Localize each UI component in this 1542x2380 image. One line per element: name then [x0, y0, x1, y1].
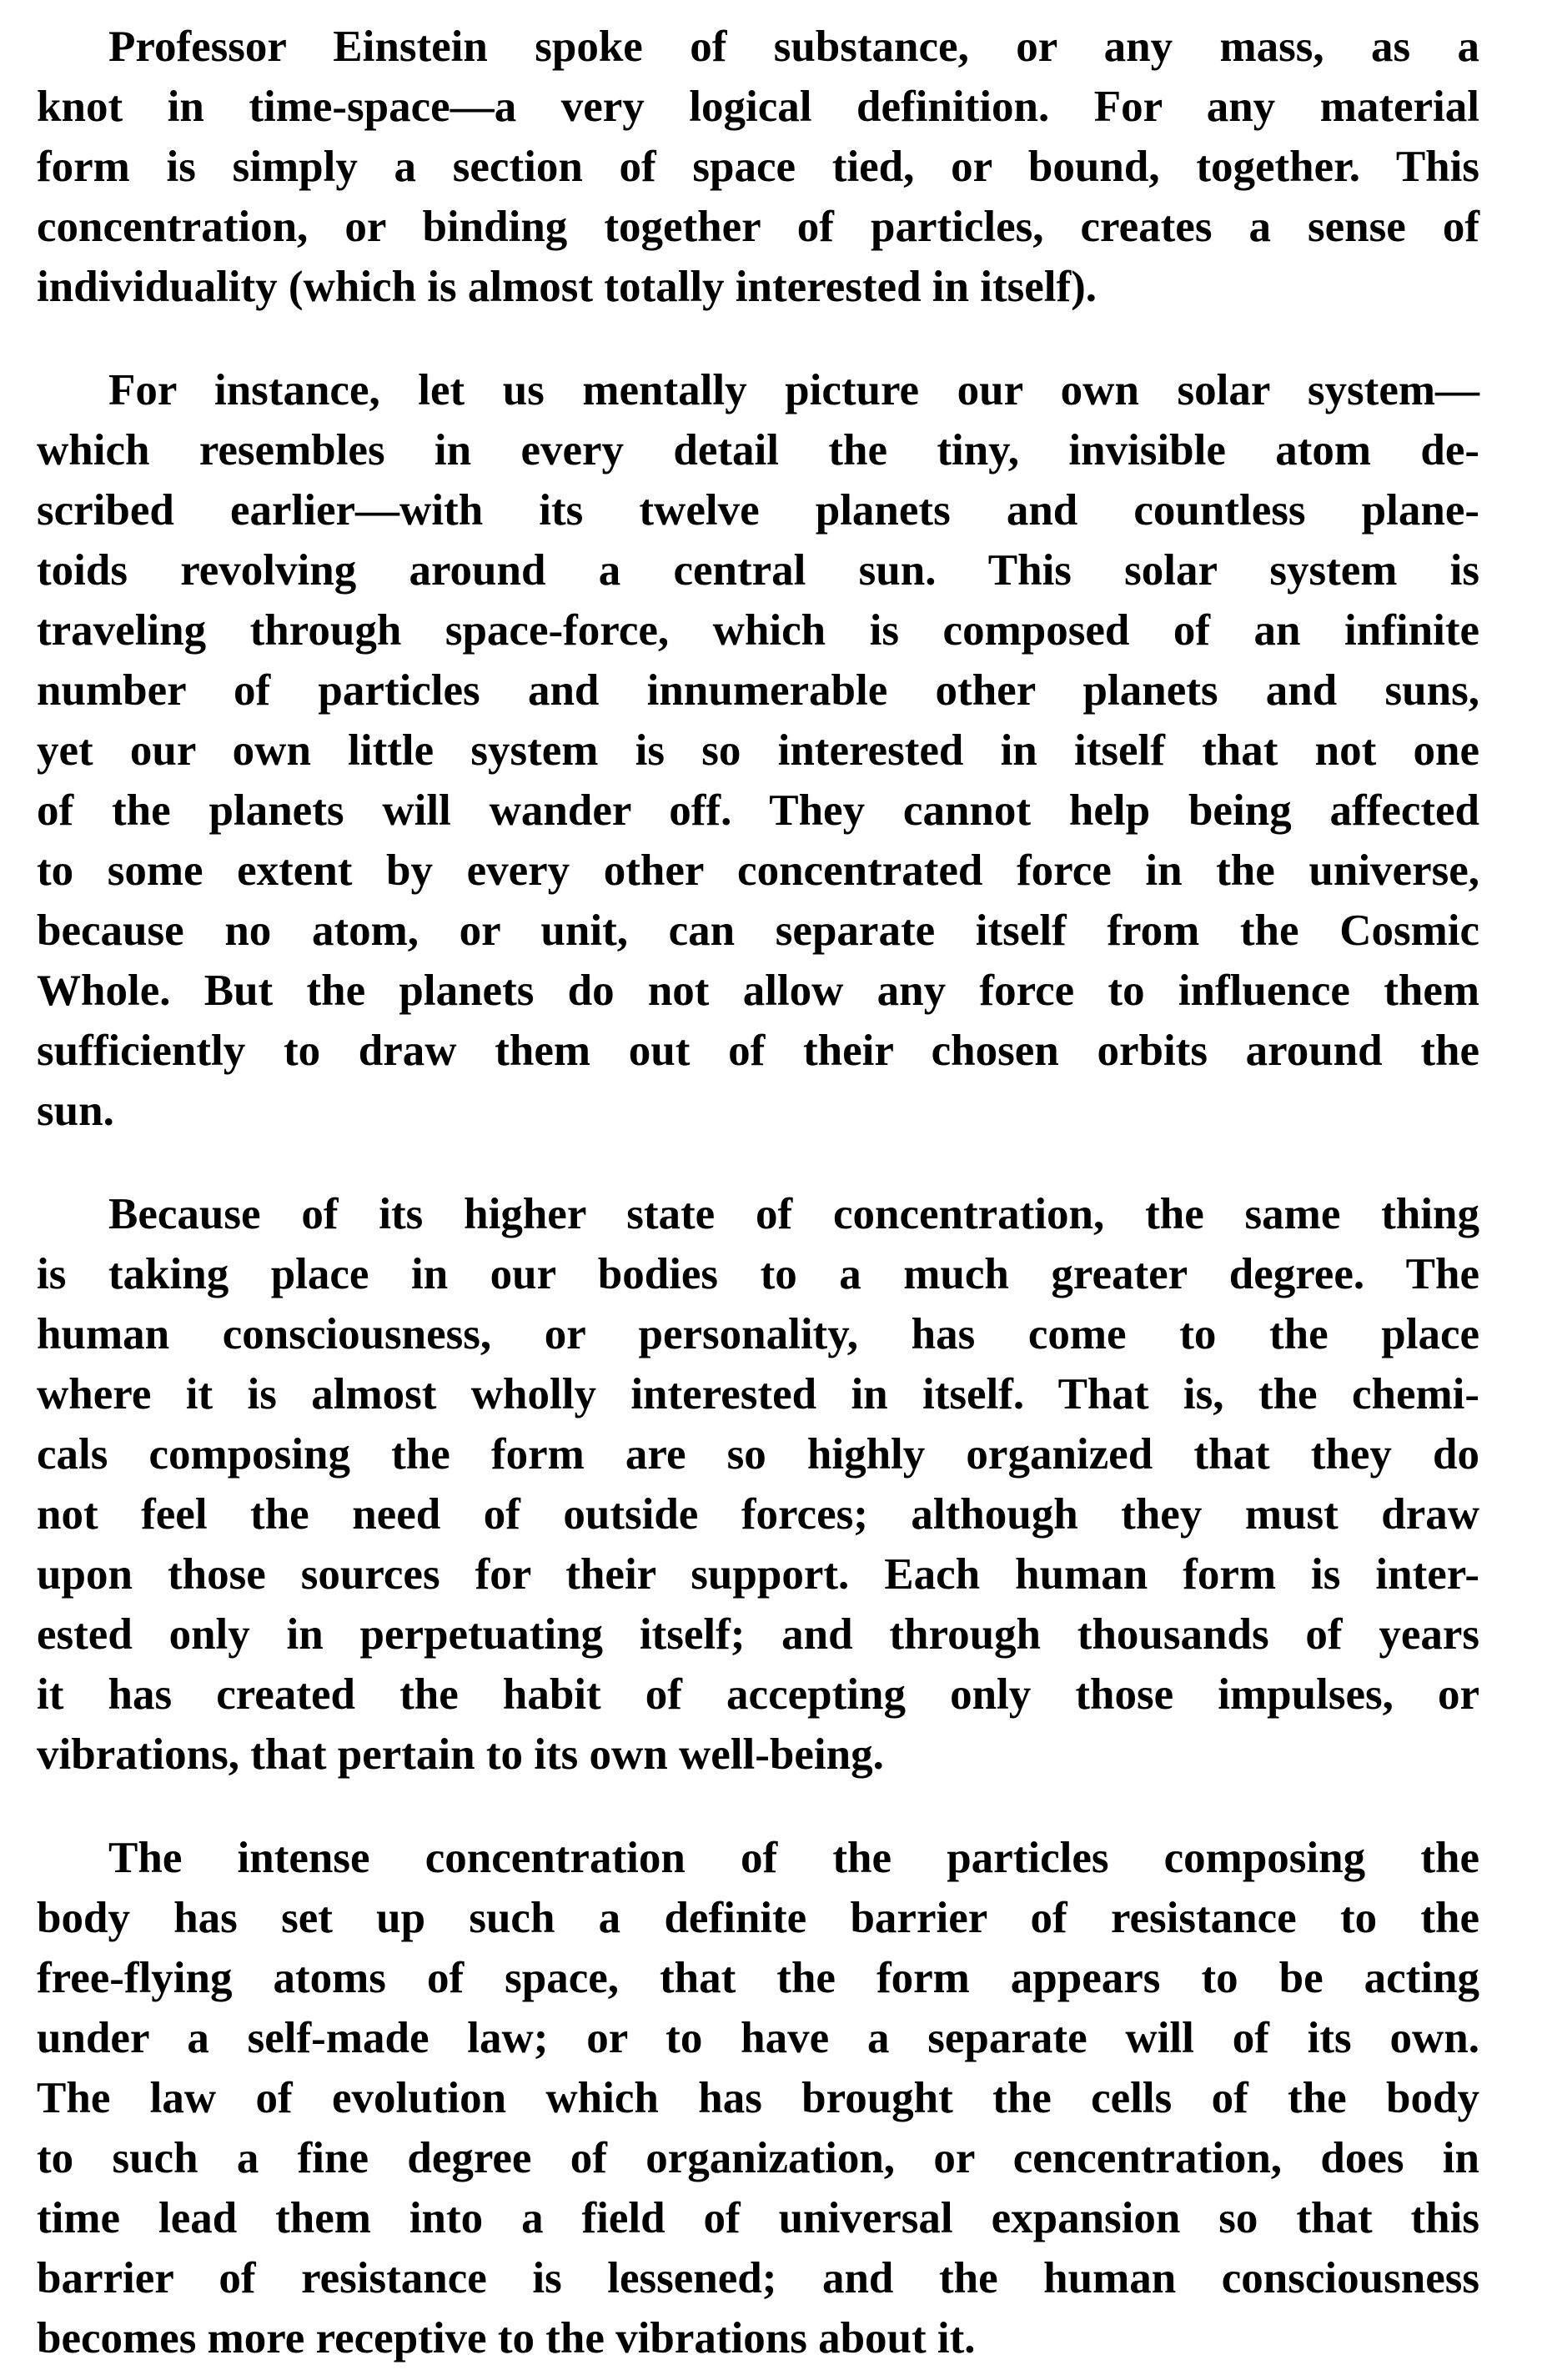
text-line: of the planets will wander off. They cannot help being affected — [37, 786, 1479, 835]
text-line: toids revolving around a central sun. This solar system is — [37, 546, 1479, 595]
text-line: to some extent by every other concentrated force in the universe, — [37, 846, 1479, 895]
text-line: becomes more receptive to the vibrations about it. — [37, 2314, 976, 2362]
text-line: time lead them into a field of universal expansion so that this — [37, 2194, 1479, 2242]
text-line: which resembles in every detail the tiny, invisible atom de- — [37, 426, 1479, 474]
text-line: individuality (which is almost totally interested in itself). — [37, 263, 1097, 311]
paragraph — [37, 17, 1479, 317]
text-line: upon those sources for their support. Each human form is inter- — [37, 1550, 1479, 1599]
text-line: body has set up such a definite barrier of resistance to the — [37, 1894, 1479, 1942]
text-line: barrier of resistance is lessened; and the human consciousness — [37, 2254, 1479, 2302]
text-line: under a self-made law; or to have a separate will of its own. — [37, 2014, 1479, 2062]
text-line: to such a fine degree of organization, or cencentration, does in — [37, 2134, 1479, 2182]
text-line: vibrations, that pertain to its own well-being. — [37, 1730, 884, 1779]
text-line: concentration, or binding together of particles, creates a sense of — [37, 203, 1479, 251]
text-line: The law of evolution which has brought the cells of the body — [37, 2074, 1479, 2122]
text-line: sufficiently to draw them out of their chosen orbits around the — [37, 1027, 1479, 1075]
paragraph — [37, 1828, 1479, 2368]
text-line: number of particles and innumerable other planets and suns, — [37, 666, 1479, 715]
page-text — [37, 17, 1479, 2368]
text-line: traveling through space-force, which is composed of an infinite — [37, 606, 1479, 655]
text-line: Because of its higher state of concentration, the same thing — [108, 1190, 1479, 1238]
text-line: knot in time-space—a very logical definition. For any material — [37, 83, 1479, 131]
text-line: not feel the need of outside forces; although they must draw — [37, 1490, 1479, 1539]
text-line: human consciousness, or personality, has come to the place — [37, 1310, 1479, 1358]
text-line: For instance, let us mentally picture our own solar system— — [108, 366, 1479, 414]
text-line: sun. — [37, 1087, 114, 1135]
text-line: scribed earlier—with its twelve planets and countless plane- — [37, 486, 1479, 535]
text-line: Professor Einstein spoke of substance, or any mass, as a — [108, 23, 1479, 71]
text-line: free-flying atoms of space, that the form appears to be acting — [37, 1954, 1479, 2002]
text-line: it has created the habit of accepting only those impulses, or — [37, 1670, 1479, 1719]
text-line: because no atom, or unit, can separate itself from the Cosmic — [37, 906, 1479, 955]
text-line: cals composing the form are so highly organized that they do — [37, 1430, 1479, 1479]
text-line: The intense concentration of the particles composing the — [108, 1834, 1479, 1882]
text-line: form is simply a section of space tied, or bound, together. This — [37, 143, 1479, 191]
text-line: where it is almost wholly interested in itself. That is, the chemi- — [37, 1370, 1479, 1418]
text-line: is taking place in our bodies to a much greater degree. The — [37, 1250, 1479, 1298]
paragraph — [37, 1184, 1479, 1785]
paragraph — [37, 360, 1479, 1141]
text-line: yet our own little system is so interested in itself that not one — [37, 726, 1479, 775]
text-line: Whole. But the planets do not allow any force to influence them — [37, 967, 1479, 1015]
text-line: ested only in perpetuating itself; and through thousands of years — [37, 1610, 1479, 1659]
